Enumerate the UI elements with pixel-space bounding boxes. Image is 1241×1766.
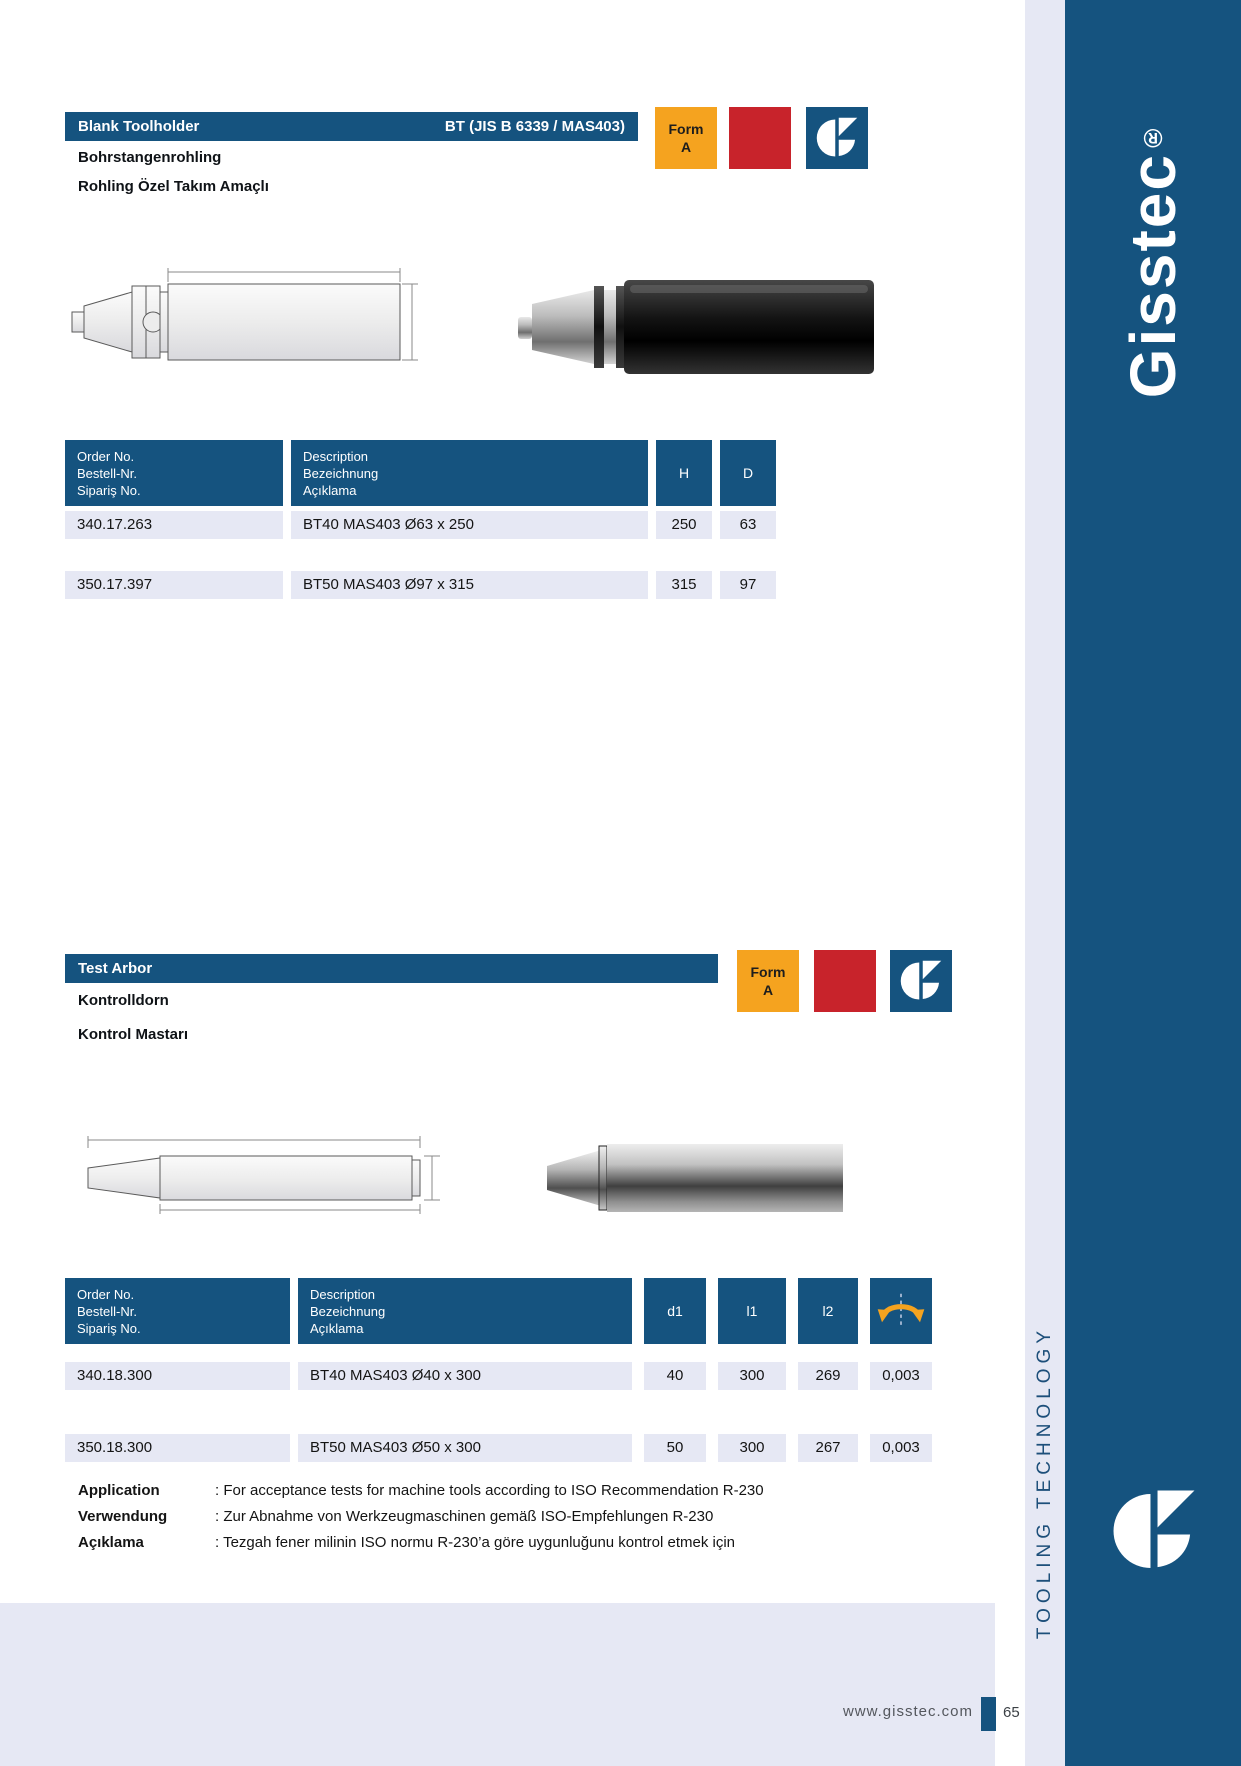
- form-value: A: [680, 139, 692, 155]
- cell-l2: 267: [798, 1434, 858, 1462]
- table2-header-l2: l2: [798, 1278, 858, 1344]
- blank-toolholder-line-drawing: [70, 258, 425, 380]
- gisstec-logo-icon: [899, 959, 943, 1003]
- section1-logo-badge: [806, 107, 868, 169]
- application-label: Application: [78, 1482, 160, 1499]
- cell-runout: 0,003: [870, 1434, 932, 1462]
- application-text: : Tezgah fener milinin ISO normu R-230’a göre uygunluğunu kontrol etmek için: [215, 1534, 736, 1551]
- table1-header-description: Description Bezeichnung Açıklama: [291, 440, 648, 506]
- cell-h: 315: [656, 571, 712, 599]
- sidebar-light-strip: [1025, 0, 1065, 1766]
- section2-logo-badge: [890, 950, 952, 1012]
- cell-order-no: 350.18.300: [65, 1434, 290, 1462]
- cell-d1: 50: [644, 1434, 706, 1462]
- cell-l1: 300: [718, 1434, 786, 1462]
- cell-h: 250: [656, 511, 712, 539]
- cell-description: BT50 MAS403 Ø97 x 315: [291, 571, 648, 599]
- table-row: [65, 1362, 932, 1390]
- cell-description: BT50 MAS403 Ø50 x 300: [298, 1434, 632, 1462]
- application-text: : Zur Abnahme von Werkzeugmaschinen gemäß ISO-Empfehlungen R-230: [215, 1508, 714, 1525]
- application-row: [78, 1478, 764, 1504]
- form-label: Form: [750, 964, 786, 980]
- runout-icon: [875, 1292, 927, 1330]
- section2-header-bar: [65, 954, 718, 983]
- section1-color-badge: [729, 107, 791, 169]
- table2-header-l1: l1: [718, 1278, 786, 1344]
- table2-header-runout: [870, 1278, 932, 1344]
- section2-form-badge: [737, 950, 799, 1012]
- test-arbor-line-drawing: [68, 1134, 488, 1216]
- form-label: Form: [668, 121, 704, 137]
- section1-header-bar: [65, 112, 638, 141]
- section1-title: Blank Toolholder: [78, 118, 200, 135]
- table-row: [65, 571, 776, 599]
- section2-title: Test Arbor: [78, 960, 153, 977]
- section1-subtitle-tr: Rohling Özel Takım Amaçlı: [78, 178, 269, 195]
- cell-d: 63: [720, 511, 776, 539]
- blank-toolholder-photo: [518, 276, 878, 378]
- table-row: [65, 1434, 932, 1462]
- table2-header-row: [65, 1278, 932, 1344]
- application-text: : For acceptance tests for machine tools according to ISO Recommendation R-230: [215, 1482, 764, 1499]
- table1-header-d: D: [720, 440, 776, 506]
- section1-form-badge: [655, 107, 717, 169]
- table1-header-row: [65, 440, 776, 506]
- cell-d1: 40: [644, 1362, 706, 1390]
- gisstec-logo-icon: [1110, 1487, 1198, 1575]
- application-row: [78, 1504, 764, 1530]
- table2-header-description: Description Bezeichnung Açıklama: [298, 1278, 632, 1344]
- cell-order-no: 350.17.397: [65, 571, 283, 599]
- blank-toolholder-table: [65, 440, 785, 600]
- sidebar-brand-panel: [1065, 0, 1241, 1766]
- test-arbor-table: [65, 1278, 935, 1468]
- gisstec-logo-icon: [815, 116, 859, 160]
- cell-l1: 300: [718, 1362, 786, 1390]
- table1-header-order: Order No. Bestell-Nr. Sipariş No.: [65, 440, 283, 506]
- table-row: [65, 511, 776, 539]
- table1-header-h: H: [656, 440, 712, 506]
- brand-tagline: TOOLING TECHNOLOGY: [1034, 1326, 1055, 1640]
- application-row: [78, 1530, 764, 1556]
- website-link[interactable]: www.gisstec.com: [842, 1703, 973, 1720]
- cell-description: BT40 MAS403 Ø63 x 250: [291, 511, 648, 539]
- footer-page-marker: [981, 1697, 996, 1731]
- section1-standard: BT (JIS B 6339 / MAS403): [444, 118, 625, 135]
- page-number: 65: [1003, 1704, 1020, 1721]
- brand-logotype: Gisstec®: [1117, 121, 1189, 399]
- registered-mark: ®: [1138, 121, 1168, 154]
- section2-color-badge: [814, 950, 876, 1012]
- table2-header-d1: d1: [644, 1278, 706, 1344]
- test-arbor-photo: [545, 1140, 843, 1216]
- table2-header-order: Order No. Bestell-Nr. Sipariş No.: [65, 1278, 290, 1344]
- form-value: A: [762, 982, 774, 998]
- section2-subtitle-tr: Kontrol Mastarı: [78, 1026, 189, 1043]
- cell-l2: 269: [798, 1362, 858, 1390]
- cell-description: BT40 MAS403 Ø40 x 300: [298, 1362, 632, 1390]
- section2-subtitle-de: Kontrolldorn: [78, 992, 169, 1009]
- cell-order-no: 340.17.263: [65, 511, 283, 539]
- application-label: Açıklama: [78, 1534, 144, 1551]
- section1-subtitle-de: Bohrstangenrohling: [78, 149, 222, 166]
- cell-d: 97: [720, 571, 776, 599]
- application-label: Verwendung: [78, 1508, 168, 1525]
- cell-order-no: 340.18.300: [65, 1362, 290, 1390]
- cell-runout: 0,003: [870, 1362, 932, 1390]
- footer-panel: [0, 1603, 995, 1766]
- application-block: [78, 1478, 764, 1556]
